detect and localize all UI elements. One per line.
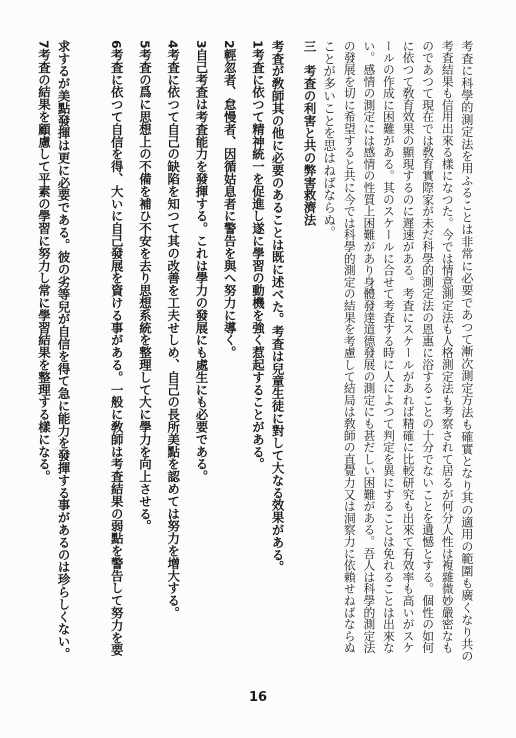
list-item-text: 考査の結果を顧慮して平素の學習に努力し常に學習結果を整理する樣になる。 (36, 48, 52, 483)
list-item-text: 自己考査は考査能力を發揮する。これは學力の發展にも處生にも必要である。 (193, 48, 209, 483)
list-item (211, 40, 239, 662)
list-item-text: 考査に依つて自己の缺陷を知つて其の改善を工夫せしめ、自己の長所美點を認めては努力を增大する。 (165, 48, 181, 620)
list-item (239, 40, 267, 662)
list-item-number: 3 (193, 40, 209, 49)
text-line: のであつて現在では敎育實際家が未だ科學的測定法の恩惠に浴することの十分でないことを遺憾とする。個性の如何 (420, 40, 435, 654)
list-item-continuation (54, 40, 98, 662)
list-item (154, 40, 182, 662)
list-item-text: 求するが美點發揮は更に必要である。彼の劣等兒が自信を得て急に能力を發揮する事があるのは珍らしくない。 (56, 40, 72, 660)
text-line: 考査に科學的測定法を用ふることは非常に必要であつて漸次測定方法も確實となり其の適用の範圍も廣くなり共の (459, 40, 474, 662)
list-item-text: 考査に依つて自信を得、大いに自己發展を資ける事がある。一般に敎師は考査結果の弱點を警告して努力を要 (109, 48, 125, 657)
section-heading: 三 考査の利害と共の弊害救濟法 (302, 40, 318, 226)
list-item-number: 1 (250, 40, 266, 49)
page-number: 16 (248, 690, 268, 705)
list-item (98, 40, 126, 662)
list-item (126, 40, 154, 662)
list-item-text: 輕忽者、怠慢者、因循姑息者に警告を與へ努力に導く。 (222, 48, 238, 359)
list-item-number: 7 (36, 40, 52, 49)
intro-paragraph (319, 40, 488, 662)
list-item-text: 考査に依つて精神統一を促進し遂に學習の動機を強く惹起することがある。 (250, 48, 266, 471)
list-item (183, 40, 211, 662)
text-line: に依つて敎育效果の顯現するのに遲速がある。考査にスケールがあれば精確に比較研究も出來て有效率も高いがスケ (401, 40, 416, 654)
text-line: ことが多いことを思はねばならぬ。 (321, 40, 337, 239)
text-line: 考査結果も信用出來る樣になつた。今では情意測定法も人格測定法も考察されて居るが何分人性は複雜微妙嚴密なも (440, 40, 455, 654)
list-item-number: 6 (109, 40, 125, 49)
list-item-number: 4 (165, 40, 181, 49)
section-lead: 考査が敎師其の他に必要のあることは既に述べた。考査は兒童生徒に對して大なる效果がある。 (270, 40, 286, 574)
list-item-number: 5 (137, 40, 153, 49)
list-item-number: 2 (222, 40, 238, 49)
text-line: の發展を切に希望すると共に今では科學的測定の結果を考慮して結局は敎師の直覺力又は洞察力に依賴せねばならぬ (342, 40, 357, 654)
list-item (25, 40, 53, 662)
vertical-text-body (16, 40, 488, 662)
text-line: ールの作成に困難がある。其のスケールに合せて考査する時に人によつて判定を異にすることは免れることは出來な (381, 40, 396, 654)
list-item-text: 考査の爲に思想上の不備を補ひ不安を去り思想系統を整理して大に學力を向上させる。 (137, 48, 153, 533)
text-line: い。感情の測定には感情の性質上困難があり身體發達道德發展の測定にも甚だしい困難がある。吾人は科學的測定法 (361, 40, 376, 654)
numbered-list (25, 40, 267, 662)
